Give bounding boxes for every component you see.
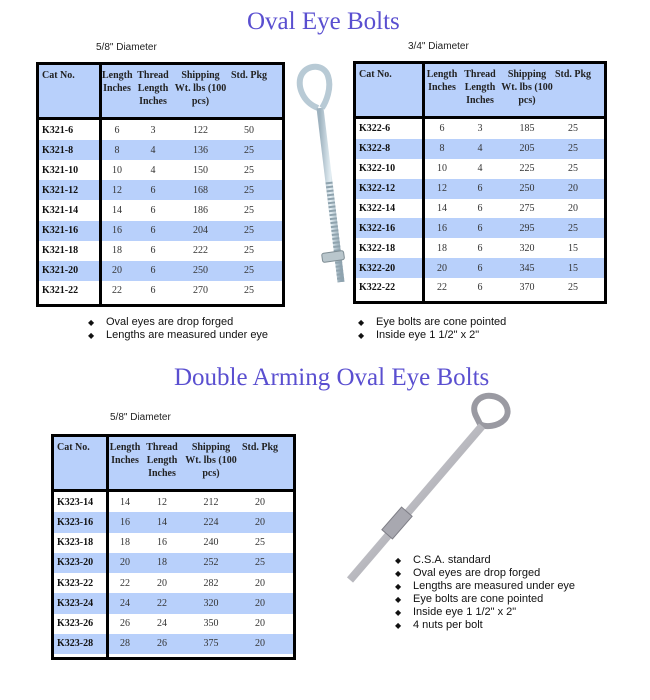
table-row xyxy=(102,281,282,301)
table-row xyxy=(109,533,293,553)
bullet-item xyxy=(395,593,575,606)
bullet-diamond-icon: ◆ xyxy=(88,318,95,327)
table-cell: 20 xyxy=(255,496,265,508)
header-cat-no: Cat No. xyxy=(54,437,106,492)
bullet-list-k322 xyxy=(358,316,506,342)
table-cell: 20 xyxy=(255,638,265,650)
table-cell: 14 xyxy=(120,496,130,508)
bullet-item xyxy=(358,329,506,342)
table-cell: 18 xyxy=(157,557,167,569)
cat-no-cell: K323-18 xyxy=(57,537,94,549)
table-row-cat xyxy=(356,139,422,159)
table-cell: 25 xyxy=(568,163,578,175)
table-cell: 18 xyxy=(437,242,447,254)
table-row xyxy=(102,241,282,261)
table-row-cat xyxy=(356,159,422,179)
table-row-cat xyxy=(356,119,422,139)
table-cell: 14 xyxy=(157,516,167,528)
cat-no-cell: K322-12 xyxy=(359,183,396,195)
bullet-text: Oval eyes are drop forged xyxy=(106,316,234,328)
table-cell: 4 xyxy=(477,163,483,175)
table-cell: 250 xyxy=(519,183,535,195)
table-row xyxy=(102,261,282,281)
oval-eye-bolt-image xyxy=(282,62,362,302)
table-cell: 12 xyxy=(437,183,447,195)
header-cat-no: Cat No. xyxy=(39,65,99,120)
header-cell: Std. Pkg xyxy=(241,442,279,453)
table-cell: 20 xyxy=(255,516,265,528)
table-row xyxy=(425,278,604,298)
cat-no-cell: K321-10 xyxy=(42,164,79,176)
table-cell: 20 xyxy=(437,262,447,274)
table-cell: 6 xyxy=(114,124,120,136)
table-cell: 25 xyxy=(568,123,578,135)
table-cell: 8 xyxy=(114,144,120,156)
cat-no-cell: K323-22 xyxy=(57,577,94,589)
header-cell: Shipping Wt. lbs (100 pcs) xyxy=(174,70,227,107)
table-row xyxy=(425,139,604,159)
cat-no-cell: K322-22 xyxy=(359,282,396,294)
cat-no-cell: K321-20 xyxy=(42,265,79,277)
table-cell: 10 xyxy=(437,163,447,175)
table-cell: 6 xyxy=(150,204,156,216)
table-row xyxy=(109,634,293,654)
table-cell: 25 xyxy=(568,222,578,234)
table-cell: 168 xyxy=(193,184,208,196)
table-cell: 8 xyxy=(439,143,445,155)
title-double-arming: Double Arming Oval Eye Bolts xyxy=(174,364,490,391)
bolt-nut xyxy=(382,507,412,539)
table-cell: 25 xyxy=(568,282,578,294)
table-cell: 26 xyxy=(157,638,167,650)
table-cell: 6 xyxy=(150,225,156,237)
bullet-text: Eye bolts are cone pointed xyxy=(413,593,544,605)
table-cell: 28 xyxy=(120,638,130,650)
cat-no-cell: K321-18 xyxy=(42,245,79,257)
table-cell: 25 xyxy=(244,265,254,277)
table-cell: 205 xyxy=(519,143,535,155)
table-cell: 350 xyxy=(203,618,219,630)
table-cell: 18 xyxy=(120,537,130,549)
table-row-cat xyxy=(54,634,106,654)
bullet-diamond-icon: ◆ xyxy=(395,556,402,565)
cat-no-cell: K322-18 xyxy=(359,242,396,254)
table-cell: 370 xyxy=(519,282,535,294)
header-cell: Thread Length Inches xyxy=(464,69,496,106)
table-row xyxy=(102,221,282,241)
table-row xyxy=(425,258,604,278)
cat-no-cell: K323-28 xyxy=(57,638,94,650)
bullet-list-k321 xyxy=(88,316,268,342)
table-cell: 20 xyxy=(255,597,265,609)
table-cell: 6 xyxy=(150,265,156,277)
table-cell: 252 xyxy=(203,557,219,569)
header-cell: Thread Length Inches xyxy=(146,442,178,479)
table-cell: 16 xyxy=(112,225,122,237)
table-k323 xyxy=(51,434,296,660)
bullet-diamond-icon: ◆ xyxy=(358,331,365,340)
cat-no-cell: K322-8 xyxy=(359,143,391,155)
table-cell: 275 xyxy=(519,202,535,214)
table-cell: 15 xyxy=(568,262,578,274)
diameter-label-k322: 3/4" Diameter xyxy=(408,41,469,52)
table-cell: 24 xyxy=(157,618,167,630)
header-cell: Std. Pkg xyxy=(230,70,268,81)
table-k321 xyxy=(36,62,285,307)
table-row xyxy=(109,492,293,512)
table-row-cat xyxy=(54,492,106,512)
table-cell: 270 xyxy=(193,285,208,297)
cat-no-cell: K322-20 xyxy=(359,262,396,274)
table-row-cat xyxy=(39,180,99,200)
bullet-item xyxy=(395,606,575,619)
table-cell: 25 xyxy=(244,144,254,156)
table-row xyxy=(425,218,604,238)
table-cell: 320 xyxy=(519,242,535,254)
table-cell: 16 xyxy=(437,222,447,234)
bolt-eye xyxy=(474,396,507,426)
diameter-label-k321: 5/8" Diameter xyxy=(96,42,157,53)
cat-no-cell: K323-14 xyxy=(57,496,94,508)
table-cell: 6 xyxy=(477,202,483,214)
table-cell: 320 xyxy=(203,597,219,609)
header-cell: Length Inches xyxy=(426,69,458,93)
diameter-label-k323: 5/8" Diameter xyxy=(110,412,171,423)
table-row-cat xyxy=(54,553,106,573)
table-row-cat xyxy=(39,140,99,160)
table-row xyxy=(102,120,282,140)
table-cell: 4 xyxy=(150,144,156,156)
table-row xyxy=(102,180,282,200)
cat-no-cell: K323-24 xyxy=(57,597,94,609)
bolt-eye xyxy=(300,67,330,108)
table-row-cat xyxy=(39,281,99,301)
table-cell: 240 xyxy=(203,537,219,549)
table-cell: 25 xyxy=(568,143,578,155)
bullet-diamond-icon: ◆ xyxy=(358,318,365,327)
table-cell: 20 xyxy=(568,183,578,195)
bullet-text: 4 nuts per bolt xyxy=(413,619,483,631)
cat-no-column xyxy=(39,65,102,304)
table-row-cat xyxy=(356,218,422,238)
table-cell: 3 xyxy=(477,123,483,135)
table-cell: 4 xyxy=(477,143,483,155)
table-cell: 6 xyxy=(150,245,156,257)
table-row xyxy=(109,553,293,573)
table-cell: 14 xyxy=(437,202,447,214)
table-row xyxy=(425,199,604,219)
bullet-item xyxy=(358,316,506,329)
table-row-cat xyxy=(39,261,99,281)
table-cell: 345 xyxy=(519,262,535,274)
table-cell: 25 xyxy=(255,537,265,549)
table-cell: 25 xyxy=(244,204,254,216)
cat-no-cell: K322-10 xyxy=(359,163,396,175)
table-cell: 20 xyxy=(157,577,167,589)
table-cell: 16 xyxy=(157,537,167,549)
bullet-item xyxy=(395,619,575,632)
cat-no-cell: K323-20 xyxy=(57,557,94,569)
header-row xyxy=(109,437,293,492)
bullet-diamond-icon: ◆ xyxy=(88,331,95,340)
table-cell: 3 xyxy=(150,124,156,136)
header-cell: Length Inches xyxy=(109,442,141,466)
table-row xyxy=(425,179,604,199)
table-cell: 25 xyxy=(244,184,254,196)
table-cell: 12 xyxy=(157,496,167,508)
bullet-item xyxy=(88,316,268,329)
table-cell: 26 xyxy=(120,618,130,630)
table-cell: 375 xyxy=(203,638,219,650)
table-cell: 25 xyxy=(244,164,254,176)
cat-no-cell: K321-16 xyxy=(42,225,79,237)
table-row xyxy=(109,593,293,613)
table-cell: 136 xyxy=(193,144,208,156)
table-cell: 225 xyxy=(519,163,535,175)
table-cell: 6 xyxy=(439,123,445,135)
table-cell: 22 xyxy=(112,285,122,297)
table-cell: 6 xyxy=(477,262,483,274)
bullet-text: Inside eye 1 1/2" x 2" xyxy=(376,329,480,341)
table-cell: 6 xyxy=(150,184,156,196)
cat-no-cell: K321-8 xyxy=(42,144,74,156)
header-row xyxy=(425,64,604,119)
cat-no-column xyxy=(356,64,425,301)
table-row-cat xyxy=(54,593,106,613)
table-k322 xyxy=(353,61,607,304)
table-cell: 150 xyxy=(193,164,208,176)
header-cell: Thread Length Inches xyxy=(137,70,169,107)
table-cell: 20 xyxy=(112,265,122,277)
bolt-shank xyxy=(350,426,482,580)
table-row-cat xyxy=(356,258,422,278)
table-row xyxy=(102,200,282,220)
table-cell: 185 xyxy=(519,123,535,135)
table-row-cat xyxy=(39,160,99,180)
table-row xyxy=(425,159,604,179)
table-cell: 6 xyxy=(477,222,483,234)
table-cell: 224 xyxy=(203,516,219,528)
table-cell: 14 xyxy=(112,204,122,216)
table-row-cat xyxy=(39,200,99,220)
table-cell: 212 xyxy=(203,496,219,508)
cat-no-cell: K321-12 xyxy=(42,184,79,196)
cat-no-cell: K321-14 xyxy=(42,204,79,216)
table-cell: 204 xyxy=(193,225,208,237)
table-cell: 186 xyxy=(193,204,208,216)
header-cell: Shipping Wt. lbs (100 pcs) xyxy=(501,69,553,106)
table-row xyxy=(109,614,293,634)
double-arming-bolt-image xyxy=(320,390,520,590)
table-row-cat xyxy=(39,241,99,261)
bullet-diamond-icon: ◆ xyxy=(395,569,402,578)
bullet-diamond-icon: ◆ xyxy=(395,595,402,604)
header-cat-no: Cat No. xyxy=(356,64,422,119)
table-cell: 10 xyxy=(112,164,122,176)
table-row-cat xyxy=(54,573,106,593)
cat-no-cell: K322-16 xyxy=(359,222,396,234)
table-cell: 6 xyxy=(477,242,483,254)
cat-no-cell: K321-6 xyxy=(42,124,74,136)
bullet-text: Lengths are measured under eye xyxy=(413,580,576,592)
table-row-cat xyxy=(356,238,422,258)
header-cell: Length Inches xyxy=(102,70,133,94)
table-cell: 25 xyxy=(244,245,254,257)
title-oval-eye-bolts: Oval Eye Bolts xyxy=(247,8,400,35)
table-row-cat xyxy=(54,614,106,634)
bullet-text: C.S.A. standard xyxy=(413,554,491,566)
bullet-text: Eye bolts are cone pointed xyxy=(376,316,507,328)
table-row-cat xyxy=(54,533,106,553)
header-cell: Shipping Wt. lbs (100 pcs) xyxy=(185,442,237,479)
table-cell: 22 xyxy=(437,282,447,294)
header-cell: Std. Pkg xyxy=(554,69,592,80)
table-cell: 18 xyxy=(112,245,122,257)
cat-no-column xyxy=(54,437,109,657)
table-cell: 282 xyxy=(203,577,219,589)
table-row-cat xyxy=(356,199,422,219)
bullet-diamond-icon: ◆ xyxy=(395,621,402,630)
bullet-text: Oval eyes are drop forged xyxy=(413,567,541,579)
bullet-text: Lengths are measured under eye xyxy=(106,329,269,341)
table-cell: 20 xyxy=(255,577,265,589)
table-row-cat xyxy=(356,179,422,199)
table-cell: 16 xyxy=(120,516,130,528)
table-cell: 24 xyxy=(120,597,130,609)
cat-no-cell: K322-6 xyxy=(359,123,391,135)
table-cell: 6 xyxy=(477,183,483,195)
table-cell: 250 xyxy=(193,265,208,277)
table-cell: 12 xyxy=(112,184,122,196)
table-cell: 20 xyxy=(120,557,130,569)
table-cell: 22 xyxy=(157,597,167,609)
table-cell: 25 xyxy=(244,225,254,237)
data-columns xyxy=(109,437,293,657)
bullet-diamond-icon: ◆ xyxy=(395,582,402,591)
table-row xyxy=(109,512,293,532)
table-cell: 20 xyxy=(255,618,265,630)
cat-no-cell: K323-16 xyxy=(57,516,94,528)
cat-no-cell: K321-22 xyxy=(42,285,79,297)
bullet-item xyxy=(88,329,268,342)
table-cell: 222 xyxy=(193,245,208,257)
table-cell: 295 xyxy=(519,222,535,234)
table-row xyxy=(425,238,604,258)
table-row-cat xyxy=(356,278,422,298)
header-row xyxy=(102,65,282,120)
table-cell: 25 xyxy=(255,557,265,569)
table-row xyxy=(109,573,293,593)
data-columns xyxy=(425,64,604,301)
table-cell: 15 xyxy=(568,242,578,254)
table-cell: 50 xyxy=(244,124,254,136)
table-row-cat xyxy=(54,512,106,532)
cat-no-cell: K322-14 xyxy=(359,202,396,214)
table-cell: 6 xyxy=(477,282,483,294)
bullet-text: Inside eye 1 1/2" x 2" xyxy=(413,606,517,618)
cat-no-cell: K323-26 xyxy=(57,618,94,630)
table-row xyxy=(102,160,282,180)
data-columns xyxy=(102,65,282,304)
table-row-cat xyxy=(39,221,99,241)
table-cell: 25 xyxy=(244,285,254,297)
table-row xyxy=(425,119,604,139)
table-cell: 122 xyxy=(193,124,208,136)
table-cell: 4 xyxy=(150,164,156,176)
table-row-cat xyxy=(39,120,99,140)
bullet-diamond-icon: ◆ xyxy=(395,608,402,617)
table-cell: 20 xyxy=(568,202,578,214)
table-cell: 22 xyxy=(120,577,130,589)
table-cell: 6 xyxy=(150,285,156,297)
table-row xyxy=(102,140,282,160)
